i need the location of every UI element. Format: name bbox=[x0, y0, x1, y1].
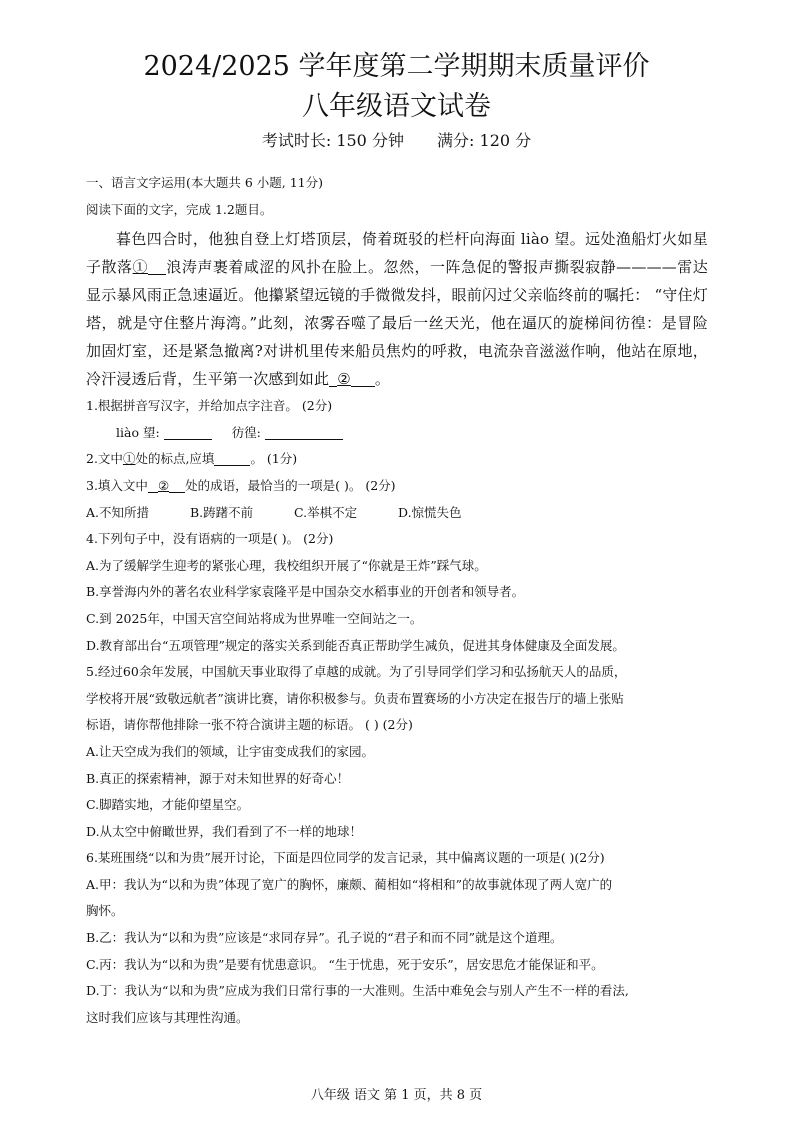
q6-option-c[interactable]: C.丙：我认为“以和为贵”是要有忧患意识。 “生于忧患，死于安乐”，居安思危才能保证和平。 bbox=[86, 956, 604, 972]
q6-option-d-line-2[interactable]: 这时我们应该与其理性沟通。 bbox=[86, 1009, 249, 1025]
q1-sub-b-label: 彷徨: bbox=[231, 424, 261, 440]
exam-meta bbox=[0, 130, 793, 152]
q5-option-b[interactable]: B.真正的探索精神，源于对未知世界的好奇心！ bbox=[86, 770, 350, 786]
q3-option-a[interactable]: A.不知所措 bbox=[86, 504, 150, 520]
q3-text-a: 3.填入文中 bbox=[86, 477, 148, 493]
exam-subtitle: 八年级语文试卷 bbox=[302, 91, 491, 122]
passage-part-b: 浪涛声裹着咸涩的风扑在脸上。忽然，一阵急促的警报声撕裂寂静————雷达显示暴风雨正急速逼近。他攥紧望远镜的手微微发抖，眼前闪过父亲临终前的嘱托： “守住灯塔，就是守住整片海湾。”此刻，浓雾吞噬了最后一丝天光，他在逼仄的旋梯间彷徨：是冒险加固灯室，还是紧急撤离?对讲机里传来船员焦灼的呼救，电流杂音滋滋作响，他站在原地，冷汗浸透后背，生平第一次感到如此 bbox=[86, 258, 708, 389]
q2-mark: ① bbox=[122, 451, 136, 467]
exam-title: 2024/2025 学年度第二学期期末质量评价 bbox=[143, 51, 650, 82]
question-5-line-1: 5.经过60余年发展，中国航天事业取得了卓越的成就。为了引导同学们学习和弘扬航天人的品质， bbox=[86, 664, 627, 680]
q6-option-d-line-1[interactable]: D.丁：我认为“以和为贵”应成为我们日常行事的一大准则。生活中难免会与别人产生不一样的看法, bbox=[86, 983, 629, 999]
question-2 bbox=[86, 446, 708, 473]
q3-blank-left bbox=[148, 478, 158, 493]
q3-blank-right bbox=[169, 478, 185, 493]
q2-text-c: 。 (1分) bbox=[250, 451, 298, 467]
question-6: 6.某班围绕“以和为贵”展开讨论，下面是四位同学的发言记录，其中偏离议题的一项是( )(2分) bbox=[86, 850, 605, 866]
q5-option-c[interactable]: C.脚踏实地，才能仰望星空。 bbox=[86, 797, 250, 813]
q2-text-a: 2.文中 bbox=[86, 451, 123, 467]
q5-option-a[interactable]: A.让天空成为我们的领域，让宇宙变成我们的家园。 bbox=[86, 743, 375, 759]
exam-score: 满分: 120 分 bbox=[437, 131, 532, 150]
q1-answer-blank-b[interactable] bbox=[265, 425, 343, 440]
q6-option-a-line-1[interactable]: A.甲：我认为“以和为贵”体现了宽广的胸怀，廉颇、蔺相如“将相和”的故事就体现了两人宽广的 bbox=[86, 876, 613, 892]
question-1-answers bbox=[86, 420, 708, 447]
q4-option-d[interactable]: D.教育部出台“五项管理”规定的落实关系到能否真正帮助学生减负，促进其身体健康及全面发展。 bbox=[86, 637, 625, 653]
passage-part-a: 暮色四合时，他独自登上灯塔顶层，倚着斑驳的栏杆向海面 liào 望。远处渔船灯火如星子散落 bbox=[86, 230, 708, 277]
page-footer: 八年级 语文 第 1 页，共 8 页 bbox=[310, 1088, 483, 1103]
q5-option-d[interactable]: D.从太空中俯瞰世界，我们看到了不一样的地球！ bbox=[86, 823, 363, 839]
blank-2-left bbox=[329, 372, 337, 387]
passage-mark-2: ② bbox=[337, 370, 351, 389]
blank-1 bbox=[148, 260, 166, 275]
q3-option-b[interactable]: B.踌躇不前 bbox=[190, 504, 254, 520]
q4-option-a[interactable]: A.为了缓解学生迎考的紧张心理，我校组织开展了“你就是王炸”踩气球。 bbox=[86, 557, 487, 573]
q4-option-c[interactable]: C.到 2025年，中国天宫空间站将成为世界唯一空间站之一。 bbox=[86, 610, 423, 626]
section-heading: 一、语言文字运用(本大题共 6 小题, 11分) bbox=[86, 175, 324, 190]
reading-instruction: 阅读下面的文字，完成 1.2题目。 bbox=[86, 201, 273, 217]
q4-option-b[interactable]: B.享誉海内外的著名农业科学家袁隆平是中国杂交水稻事业的开创者和领导者。 bbox=[86, 584, 525, 600]
passage-end: 。 bbox=[374, 370, 391, 389]
q2-text-b: 处的标点,应填 bbox=[135, 451, 215, 467]
passage-mark-1: ① bbox=[132, 258, 149, 277]
reading-passage bbox=[86, 225, 708, 393]
question-3-options bbox=[86, 500, 708, 527]
q3-option-d[interactable]: D.惊慌失色 bbox=[398, 504, 462, 520]
question-5-line-3: 标语，请你帮他排除一张不符合演讲主题的标语。 ( ) (2分) bbox=[86, 717, 413, 733]
q2-answer-blank[interactable] bbox=[214, 451, 250, 466]
q3-option-c[interactable]: C.举棋不定 bbox=[294, 504, 358, 520]
q1-answer-blank-a[interactable] bbox=[164, 425, 212, 440]
question-4: 4.下列句子中，没有语病的一项是( )。 (2分) bbox=[86, 531, 334, 547]
q6-option-b[interactable]: B.乙：我认为“以和为贵”应该是“求同存异”。孔子说的“君子和而不同”就是这个道理。 bbox=[86, 930, 563, 946]
blank-2-right bbox=[351, 372, 375, 387]
question-1: 1.根据拼音写汉字，并给加点字注音。 (2分) bbox=[86, 398, 333, 414]
exam-time: 考试时长: 150 分钟 bbox=[261, 131, 404, 150]
q6-option-a-line-2[interactable]: 胸怀。 bbox=[86, 903, 124, 919]
exam-content bbox=[86, 170, 708, 1031]
q3-text-b: 处的成语，最恰当的一项是( )。 (2分) bbox=[185, 477, 396, 493]
question-3 bbox=[86, 473, 708, 500]
q1-sub-a-label: liào 望: bbox=[116, 424, 160, 440]
q3-mark: ② bbox=[157, 477, 170, 493]
question-5-line-2: 学校将开展“致敬远航者”演讲比赛，请你积极参与。负责布置赛场的小方决定在报告厅的墙上张贴 bbox=[86, 690, 624, 706]
